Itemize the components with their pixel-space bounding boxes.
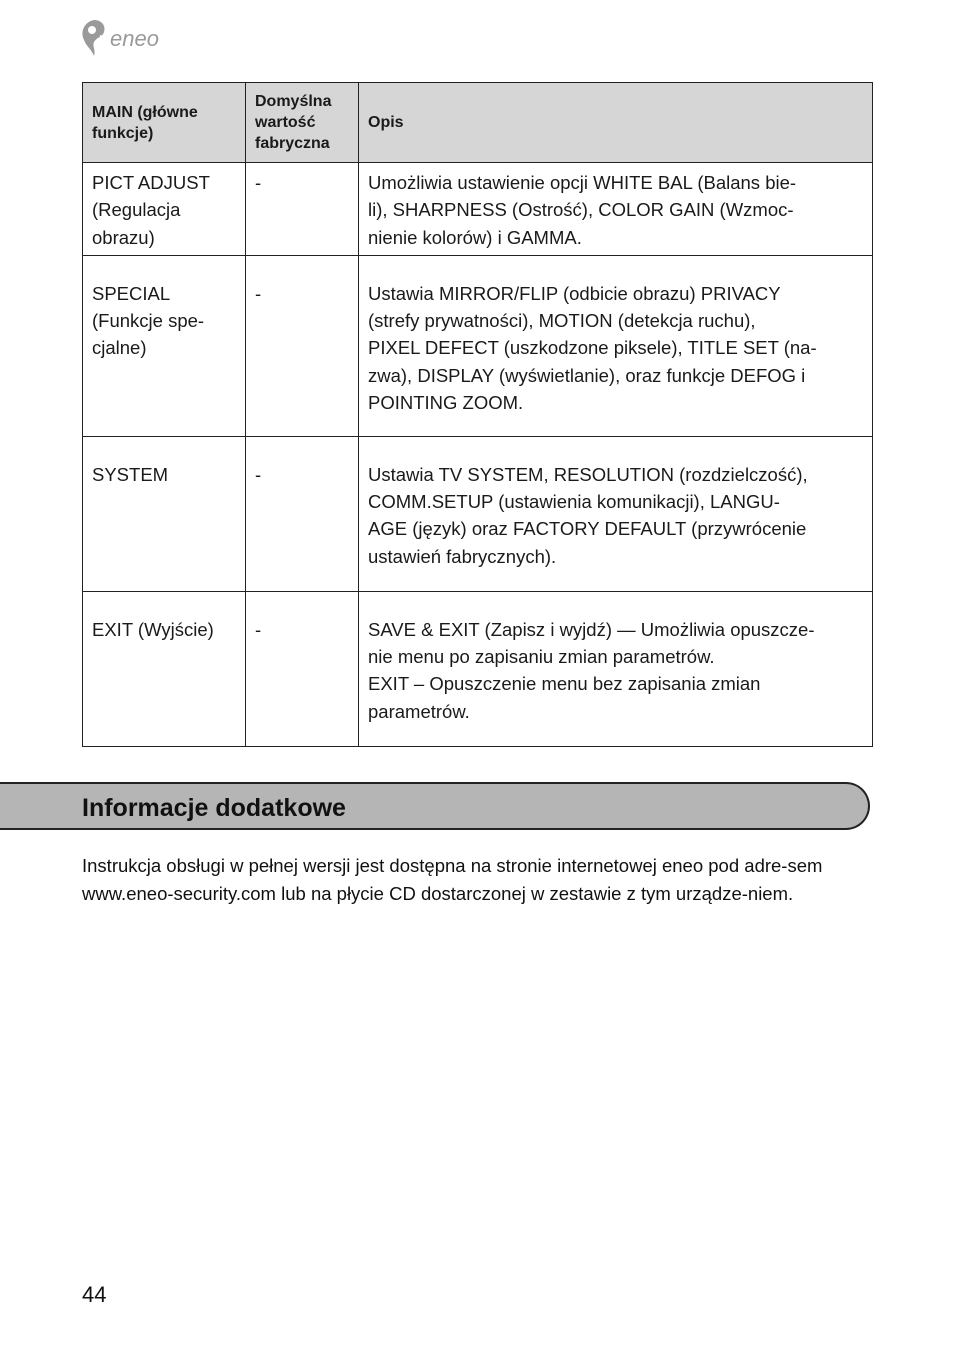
eneo-logo bbox=[80, 16, 190, 60]
cell-description bbox=[359, 163, 873, 256]
description-line: li), SHARPNESS (Ostrość), COLOR GAIN (Wzmoc- bbox=[368, 199, 794, 221]
description-line: SAVE & EXIT (Zapisz i wyjdź) — Umożliwia opuszcze- bbox=[368, 618, 815, 640]
cell-default: - bbox=[246, 163, 359, 256]
table-header-row bbox=[83, 83, 873, 163]
cell-default: - bbox=[246, 255, 359, 436]
description-line: POINTING ZOOM. bbox=[368, 392, 524, 414]
cell-description bbox=[359, 436, 873, 591]
description-line: Umożliwia ustawienie opcji WHITE BAL (Balans bie- bbox=[368, 172, 797, 193]
description-line: AGE (język) oraz FACTORY DEFAULT (przywrócenie bbox=[368, 518, 807, 540]
section-header-bar bbox=[0, 782, 870, 830]
description-line: nie menu po zapisaniu zmian parametrów. bbox=[368, 646, 715, 668]
description-line: parametrów. bbox=[368, 700, 470, 722]
description-line: (strefy prywatności), MOTION (detekcja ruchu), bbox=[368, 310, 756, 332]
cell-main: SYSTEM bbox=[83, 436, 246, 591]
table-row bbox=[83, 591, 873, 746]
description-line: Ustawia MIRROR/FLIP (odbicie obrazu) PRIVACY bbox=[368, 282, 781, 304]
additional-info-paragraph: Instrukcja obsługi w pełnej wersji jest dostępna na stronie internetowej eneo pod adre-sem www.eneo-security.com lub na płycie CD dostarczonej w zestawie z tym urządze-niem. bbox=[82, 855, 823, 904]
cell-default: - bbox=[246, 436, 359, 591]
table-row bbox=[83, 163, 873, 256]
description-line: ustawień fabrycznych). bbox=[368, 545, 557, 567]
cell-main: EXIT (Wyjście) bbox=[83, 591, 246, 746]
description-line: Ustawia TV SYSTEM, RESOLUTION (rozdzielczość), bbox=[368, 463, 808, 485]
section-title: Informacje dodatkowe bbox=[82, 794, 346, 822]
description-line: PIXEL DEFECT (uszkodzone piksele), TITLE SET (na- bbox=[368, 337, 817, 359]
page-number: 44 bbox=[82, 1282, 107, 1307]
table-row bbox=[83, 436, 873, 591]
cell-description bbox=[359, 591, 873, 746]
logo-text: eneo bbox=[110, 26, 159, 51]
description-line: nienie kolorów) i GAMMA. bbox=[368, 226, 582, 248]
cell-main: SPECIAL (Funkcje spe-cjalne) bbox=[83, 255, 246, 436]
cell-default: - bbox=[246, 591, 359, 746]
menu-functions-table bbox=[82, 82, 873, 747]
header-description: Opis bbox=[359, 83, 873, 163]
header-default: Domyślna wartość fabryczna bbox=[246, 83, 359, 163]
table-row bbox=[83, 255, 873, 436]
cell-main: PICT ADJUST (Regulacja obrazu) bbox=[83, 163, 246, 256]
description-line: EXIT – Opuszczenie menu bez zapisania zmian bbox=[368, 673, 761, 695]
description-line: COMM.SETUP (ustawienia komunikacji), LANGU- bbox=[368, 491, 780, 513]
cell-description bbox=[359, 255, 873, 436]
eneo-logo-icon bbox=[80, 16, 190, 60]
description-line: zwa), DISPLAY (wyświetlanie), oraz funkcje DEFOG i bbox=[368, 364, 806, 386]
header-main: MAIN (główne funkcje) bbox=[83, 83, 246, 163]
